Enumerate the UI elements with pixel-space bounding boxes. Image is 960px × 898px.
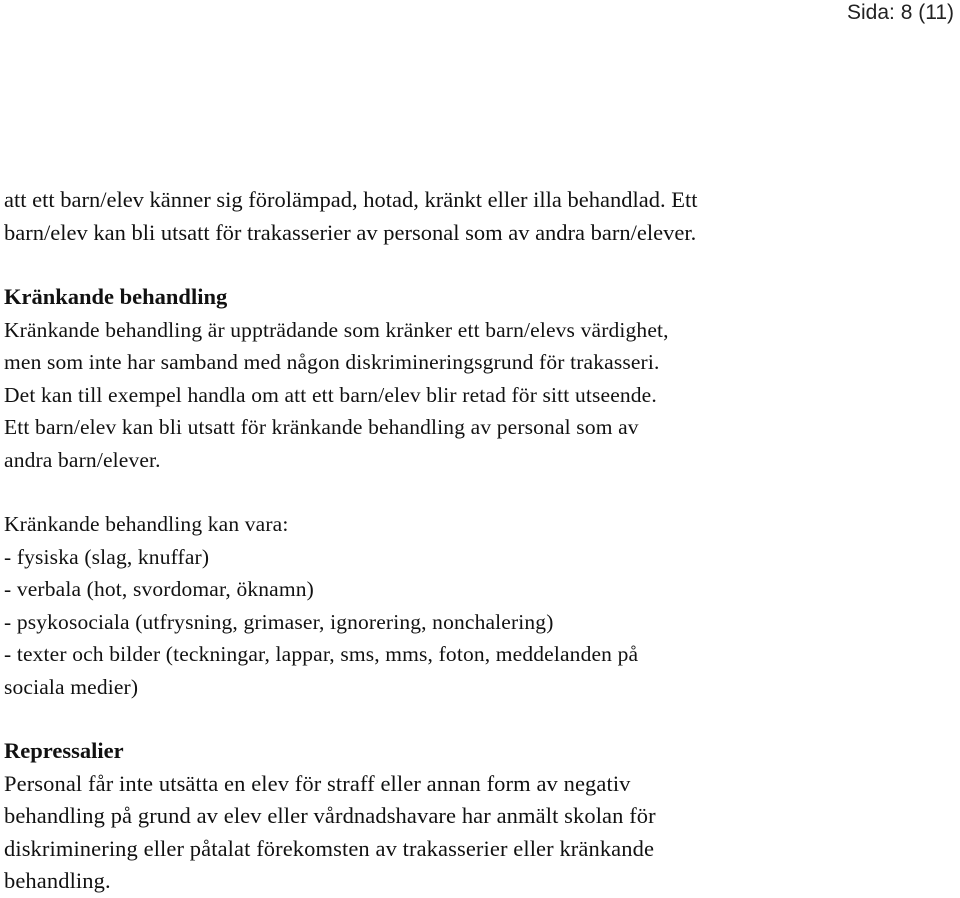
section-heading: Kränkande behandling — [4, 284, 228, 309]
text-line: behandling på grund av elev eller vårdnadshavare har anmält skolan för — [4, 803, 656, 828]
text-line: Personal får inte utsätta en elev för straff eller annan form av negativ — [4, 770, 631, 796]
text-line: Kränkande behandling är uppträdande som kränker ett barn/elevs värdighet, — [4, 317, 669, 342]
list-item: - psykosociala (utfrysning, grimaser, ignorering, nonchalering) — [4, 609, 554, 634]
text-line: behandling. — [4, 868, 111, 893]
text-line: barn/elev kan bli utsatt för trakasserier av personal som av andra barn/elever. — [4, 219, 697, 245]
krankande-list-section — [4, 508, 954, 703]
document-body — [4, 184, 954, 898]
text-line: diskriminering eller påtalat förekomsten av trakasserier eller kränkande — [4, 835, 655, 861]
krankande-section — [4, 281, 954, 476]
list-intro: Kränkande behandling kan vara: — [4, 512, 289, 536]
list-item: - texter och bilder (teckningar, lappar, sms, mms, foton, meddelanden på — [4, 642, 639, 666]
repressalier-section — [4, 735, 954, 898]
text-line: att ett barn/elev känner sig förolämpad, hotad, kränkt eller illa behandlad. Ett — [4, 187, 698, 212]
intro-paragraph — [4, 184, 954, 249]
text-line: Ett barn/elev kan bli utsatt för kränkande behandling av personal som av — [4, 415, 639, 439]
page-number: Sida: 8 (11) — [847, 1, 954, 24]
list-item: - fysiska (slag, knuffar) — [4, 544, 210, 569]
text-line: andra barn/elever. — [4, 447, 161, 472]
text-line: men som inte har samband med någon diskrimineringsgrund för trakasseri. — [4, 350, 660, 374]
text-line: Det kan till exempel handla om att ett barn/elev blir retad för sitt utseende. — [4, 382, 657, 407]
section-heading: Repressalier — [4, 738, 124, 763]
list-item: sociala medier) — [4, 674, 139, 699]
list-item: - verbala (hot, svordomar, öknamn) — [4, 577, 314, 601]
